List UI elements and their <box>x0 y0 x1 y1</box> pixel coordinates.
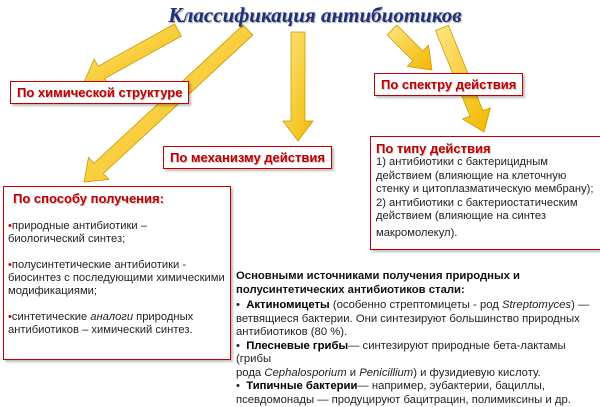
production-item-synthetic: •синтетические аналоги природных антибиотиков – химический синтез. <box>8 311 194 336</box>
source-bacteria: • Типичные бактерии— например, эубактерии, бациллы, псевдомонады — продуцируют бацитрацин, полимиксины и др. <box>236 380 571 406</box>
label-mechanism-text: По механизму действия <box>170 150 325 165</box>
arrow-to-mechanism <box>283 32 313 141</box>
arrow-to-spectrum <box>387 25 432 70</box>
bullet: • <box>8 259 12 271</box>
type-line-6: макромолекул). <box>376 226 458 239</box>
type-line-4: 2) антибиотики с бактериостатическим <box>376 196 578 209</box>
sources-section <box>236 270 598 407</box>
type-line-5: действием (влияющие на синтез <box>376 210 546 222</box>
label-chemical-structure <box>10 81 189 104</box>
arrow-to-chemical <box>84 24 181 86</box>
production-method-box <box>3 186 231 360</box>
type-line-3: стенку и цитоплазматическую мембрану); <box>376 183 594 195</box>
page-title: Классификация антибиотиков <box>168 3 462 27</box>
type-line-1: 1) антибиотики с бактерицидным <box>376 156 548 168</box>
bullet: • <box>8 311 12 323</box>
label-mechanism <box>163 146 332 169</box>
bullet: • <box>8 220 12 232</box>
production-item-semisynthetic: •полусинтетические антибиотики - биосинтез с последующими химическими модификациями; <box>8 259 225 297</box>
type-line-2: действием (влияющие на клеточную <box>376 169 567 182</box>
label-chemical-text: По химической структуре <box>17 85 183 100</box>
production-item-natural: •природные антибиотики – биологический синтез; <box>8 220 147 245</box>
bullet: • <box>236 339 240 352</box>
type-of-action-heading: По типу действия <box>376 141 491 156</box>
bullet: • <box>236 299 240 311</box>
label-spectrum-text: По спектру действия <box>381 77 517 92</box>
source-molds: • Плесневые грибы— синтезируют природные бета-лактамы (грибы рода Cephalosporium и Penicillium) и фузидиевую кислоту. <box>236 339 566 379</box>
type-of-action-box <box>370 136 600 250</box>
sources-heading: Основными источниками получения природных и полусинтетических антибиотиков стали: <box>236 270 521 296</box>
production-heading: По способу получения: <box>13 191 164 206</box>
label-spectrum <box>374 73 523 96</box>
source-actinomycetes: • Актиномицеты (особенно стрептомицеты - род Streptomyces) — ветвящиеся бактерии. Они синтезируют большинство природных антибиотиков (80 %). <box>236 299 590 338</box>
bullet: • <box>236 380 240 392</box>
